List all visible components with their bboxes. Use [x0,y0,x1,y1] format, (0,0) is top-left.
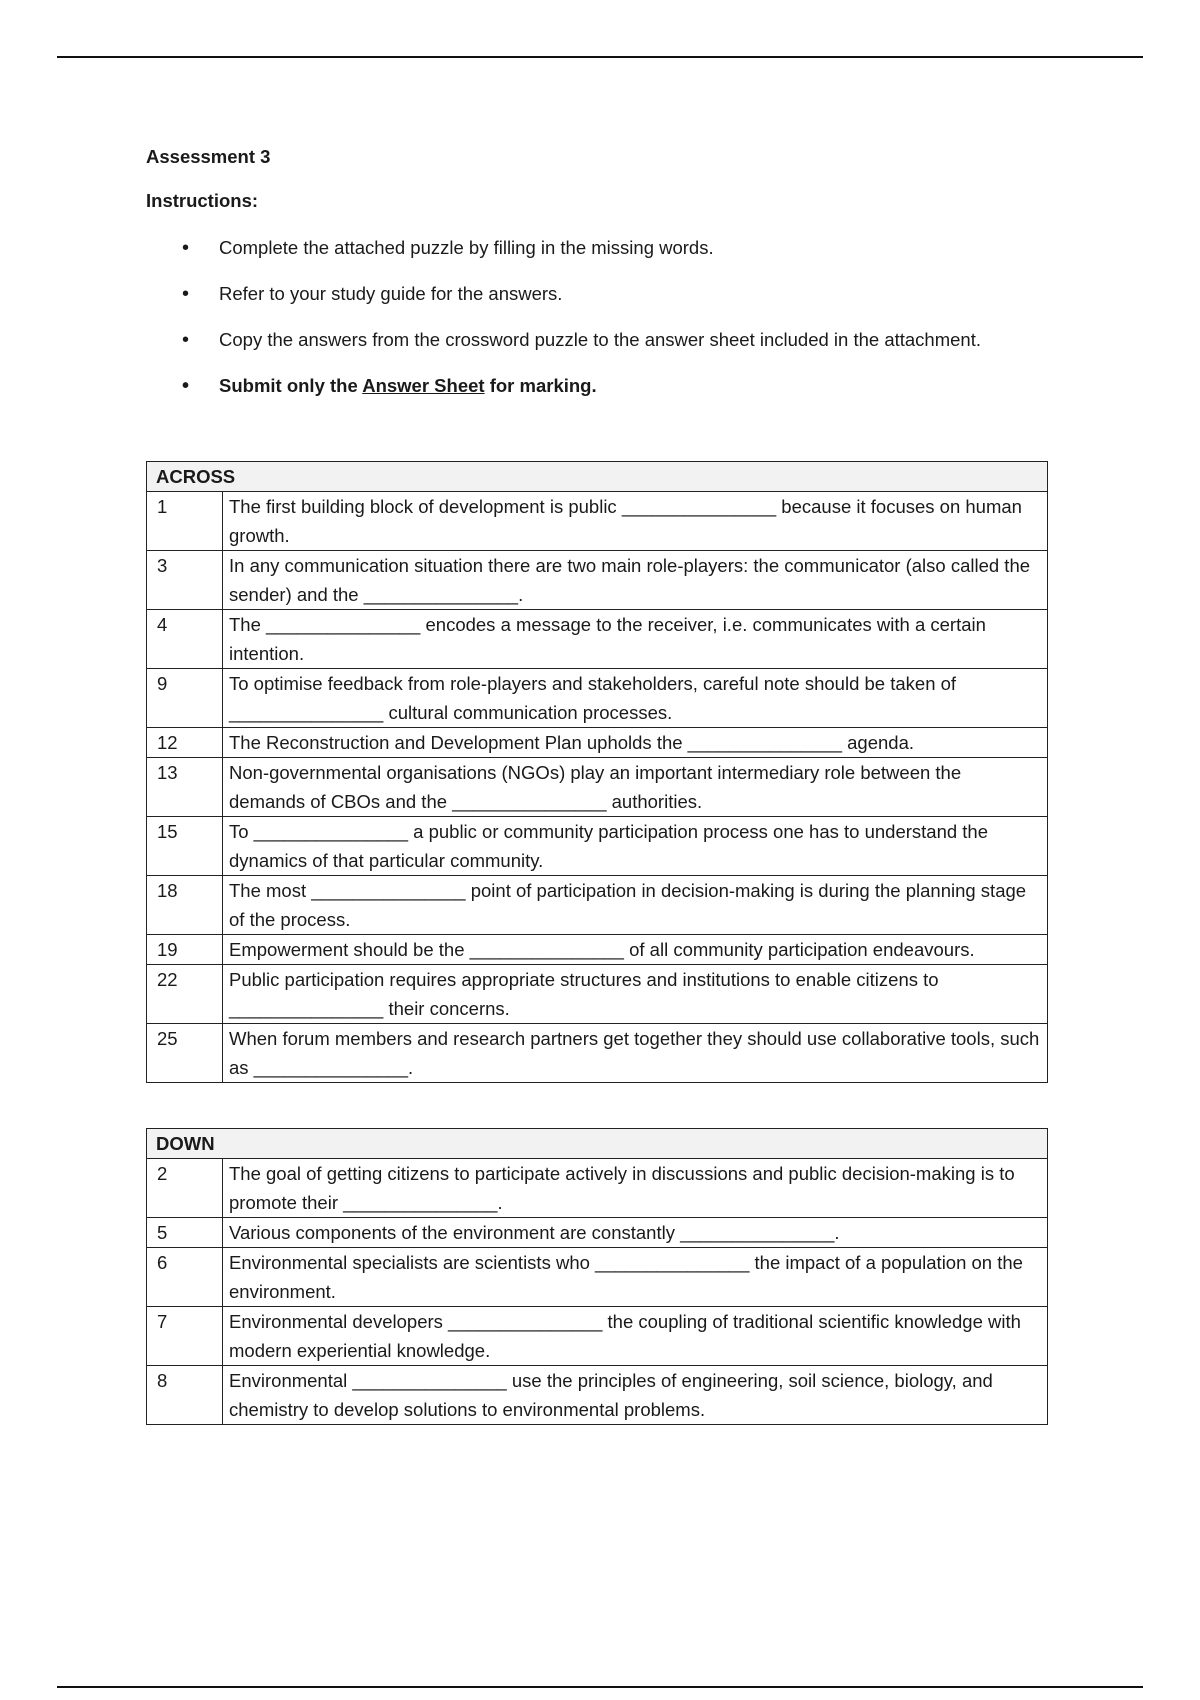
table-row [147,551,1048,610]
clue-number: 4 [147,610,223,669]
clue-number: 9 [147,669,223,728]
table-row [147,876,1048,935]
table-row [147,610,1048,669]
clue-text: Various components of the environment are constantly _______________. [223,1218,1048,1248]
clue-text: To optimise feedback from role-players and stakeholders, careful note should be taken of _______________ cultural communication processes. [223,669,1048,728]
footer-rule [57,1686,1143,1688]
table-row [147,935,1048,965]
header-rule [57,56,1143,58]
instruction-item: • Refer to your study guide for the answers. [146,280,1050,308]
instruction-item: • Complete the attached puzzle by filling in the missing words. [146,234,1050,262]
table-row [147,758,1048,817]
clue-number: 3 [147,551,223,610]
clue-text: The most _______________ point of participation in decision-making is during the planning stage of the process. [223,876,1048,935]
table-row [147,1307,1048,1366]
table-row [147,1218,1048,1248]
clue-text: The Reconstruction and Development Plan upholds the _______________ agenda. [223,728,1048,758]
clue-number: 8 [147,1366,223,1425]
clue-text: When forum members and research partners get together they should use collaborative tools, such as _______________. [223,1024,1048,1083]
instructions-list [146,234,1050,400]
document-body [146,146,1050,1425]
down-header: DOWN [147,1129,1048,1159]
table-row [147,1159,1048,1218]
table-row [147,669,1048,728]
clue-number: 22 [147,965,223,1024]
clue-text: Environmental developers _______________ the coupling of traditional scientific knowledge with modern experiential knowledge. [223,1307,1048,1366]
table-row [147,817,1048,876]
clue-number: 7 [147,1307,223,1366]
instructions-heading: Instructions: [146,190,259,211]
table-row [147,965,1048,1024]
down-clues-table [146,1128,1048,1425]
clue-number: 19 [147,935,223,965]
submit-text-before: Submit only the [219,375,363,396]
table-row [147,1024,1048,1083]
clue-number: 25 [147,1024,223,1083]
clue-text: To _______________ a public or community participation process one has to understand the dynamics of that particular community. [223,817,1048,876]
clue-number: 5 [147,1218,223,1248]
table-row [147,492,1048,551]
table-row [147,1366,1048,1425]
clue-text: Environmental _______________ use the principles of engineering, soil science, biology, and chemistry to develop solutions to environmental problems. [223,1366,1048,1425]
clue-number: 6 [147,1248,223,1307]
clue-number: 12 [147,728,223,758]
clue-text: Public participation requires appropriate structures and institutions to enable citizens to _______________ their concerns. [223,965,1048,1024]
across-header: ACROSS [147,462,1048,492]
clue-text: The _______________ encodes a message to the receiver, i.e. communicates with a certain intention. [223,610,1048,669]
instruction-item-submit [146,372,1050,400]
clue-text: Environmental specialists are scientists who _______________ the impact of a population on the environment. [223,1248,1048,1307]
page-title: Assessment 3 [146,146,271,167]
submit-text-after: for marking. [484,375,597,396]
clue-text: The goal of getting citizens to participate actively in discussions and public decision-making is to promote their _______________. [223,1159,1048,1218]
clue-number: 13 [147,758,223,817]
table-row [147,1248,1048,1307]
clue-text: Empowerment should be the _______________ of all community participation endeavours. [223,935,1048,965]
clue-text: In any communication situation there are two main role-players: the communicator (also called the sender) and the _______________. [223,551,1048,610]
clue-number: 2 [147,1159,223,1218]
instruction-item: • Copy the answers from the crossword puzzle to the answer sheet included in the attachment. [146,326,1050,354]
clue-number: 18 [147,876,223,935]
table-row [147,728,1048,758]
clue-text: Non-governmental organisations (NGOs) play an important intermediary role between the demands of CBOs and the _______________ authorities. [223,758,1048,817]
clue-number: 15 [147,817,223,876]
across-clues-table [146,461,1048,1083]
clue-number: 1 [147,492,223,551]
answer-sheet-text: Answer Sheet [362,375,485,396]
clue-text: The first building block of development is public _______________ because it focuses on human growth. [223,492,1048,551]
